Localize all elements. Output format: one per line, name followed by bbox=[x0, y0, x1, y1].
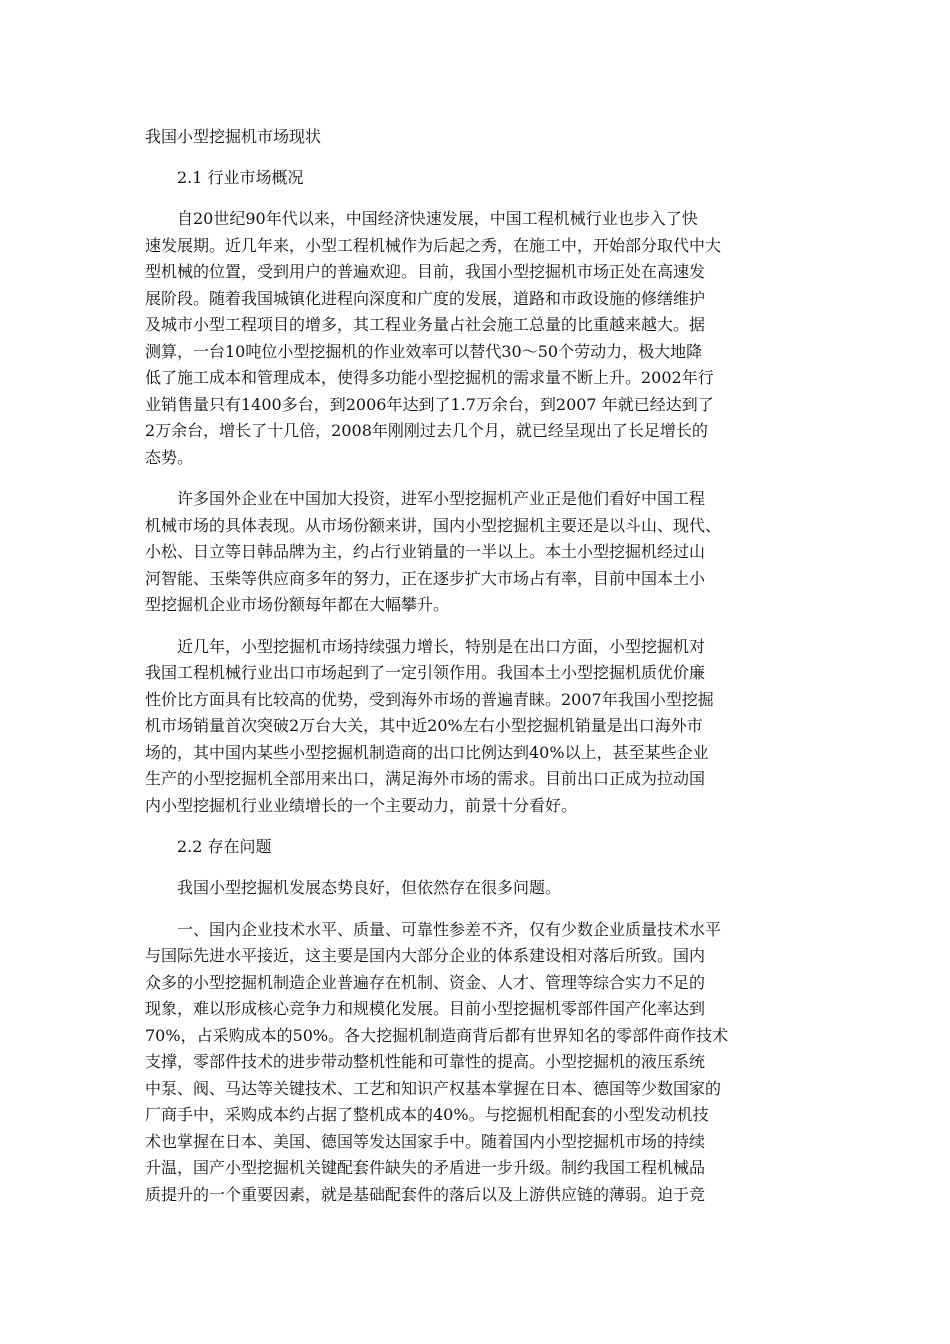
section-2-1-body bbox=[145, 206, 810, 819]
paragraph-line: 我国工程机械行业出口市场起到了一定引领作用。我国本土小型挖掘机质优价廉 bbox=[145, 663, 706, 682]
paragraph-line: 质提升的一个重要因素，就是基础配套件的落后以及上游供应链的薄弱。迫于竞 bbox=[145, 1184, 706, 1204]
paragraph bbox=[145, 206, 810, 471]
paragraph-line: 升温，国产小型挖掘机关键配套件缺失的矛盾进一步升级。制约我国工程机械品 bbox=[145, 1158, 706, 1177]
paragraph-line: 内小型挖掘机行业业绩增长的一个主要动力，前景十分看好。 bbox=[145, 795, 578, 815]
paragraph-line: 态势。 bbox=[145, 447, 194, 467]
paragraph-line: 及城市小型工程项目的增多，其工程业务量占社会施工总量的比重越来越大。据 bbox=[145, 315, 706, 334]
paragraph-line: 河智能、玉柴等供应商多年的努力，正在逐步扩大市场占有率，目前中国本土小 bbox=[145, 568, 706, 588]
paragraph-line: 型机械的位置，受到用户的普遍欢迎。目前，我国小型挖掘机市场正处在高速发 bbox=[145, 262, 706, 281]
section-heading-2-2: 2.2 存在问题 bbox=[177, 837, 272, 856]
section-heading-2-1: 2.1 行业市场概况 bbox=[177, 168, 304, 187]
paragraph-line: 性价比方面具有比较高的优势，受到海外市场的普遍青睐。2007年我国小型挖掘 bbox=[145, 689, 714, 709]
document-page bbox=[145, 124, 810, 1223]
paragraph-line: 生产的小型挖掘机全部用来出口，满足海外市场的需求。目前出口正成为拉动国 bbox=[145, 769, 706, 788]
paragraph-line: 许多国外企业在中国加大投资，进军小型挖掘机产业正是他们看好中国工程 bbox=[177, 489, 706, 508]
paragraph-line: 低了施工成本和管理成本，使得多功能小型挖掘机的需求量不断上升。2002年行 bbox=[145, 368, 714, 387]
paragraph-line: 70%，占采购成本的50%。各大挖掘机制造商背后都有世界知名的零部件商作技术 bbox=[145, 1025, 729, 1045]
paragraph bbox=[145, 486, 810, 619]
paragraph bbox=[145, 875, 810, 902]
paragraph-line: 支撑，零部件技术的进步带动整机性能和可靠性的提高。小型挖掘机的液压系统 bbox=[145, 1052, 706, 1071]
paragraph-line: 众多的小型挖掘机制造企业普遍存在机制、资金、人才、管理等综合实力不足的 bbox=[145, 972, 706, 992]
paragraph-line: 厂商手中，采购成本约占据了整机成本的40%。与挖掘机相配套的小型发动机技 bbox=[145, 1105, 709, 1124]
paragraph-line: 场的，其中国内某些小型挖掘机制造商的出口比例达到40%以上，甚至某些企业 bbox=[145, 742, 709, 762]
section-2-2-body bbox=[145, 875, 810, 1208]
document-title: 我国小型挖掘机市场现状 bbox=[145, 127, 322, 146]
paragraph-line: 机械市场的具体表现。从市场份额来讲，国内小型挖掘机主要还是以斗山、现代、 bbox=[145, 515, 722, 535]
paragraph-line: 术也掌握在日本、美国、德国等发达国家手中。随着国内小型挖掘机市场的持续 bbox=[145, 1131, 706, 1151]
paragraph bbox=[145, 917, 810, 1209]
paragraph-line: 与国际先进水平接近，这主要是国内大部分企业的体系建设相对落后所致。国内 bbox=[145, 946, 706, 965]
paragraph-line: 2万余台，增长了十几倍，2008年刚刚过去几个月，就已经呈现出了长足增长的 bbox=[145, 421, 708, 440]
paragraph-line: 一、国内企业技术水平、质量、可靠性参差不齐，仅有少数企业质量技术水平 bbox=[177, 919, 722, 939]
paragraph-line: 机市场销量首次突破2万台大关，其中近20%左右小型挖掘机销量是出口海外市 bbox=[145, 716, 703, 735]
paragraph-line: 中泵、阀、马达等关键技术、工艺和知识产权基本掌握在日本、德国等少数国家的 bbox=[145, 1078, 722, 1098]
paragraph-line: 业销售量只有1400多台，到2006年达到了1.7万余台，到2007 年就已经达到了 bbox=[145, 394, 714, 414]
paragraph-line: 近几年，小型挖掘机市场持续强力增长，特别是在出口方面，小型挖掘机对 bbox=[177, 636, 706, 656]
paragraph-line: 现象，难以形成核心竞争力和规模化发展。目前小型挖掘机零部件国产化率达到 bbox=[145, 999, 706, 1018]
paragraph-line: 自20世纪90年代以来，中国经济快速发展，中国工程机械行业也步入了快 bbox=[177, 209, 698, 228]
paragraph-line: 我国小型挖掘机发展态势良好，但依然存在很多问题。 bbox=[177, 878, 562, 897]
paragraph bbox=[145, 634, 810, 820]
paragraph-line: 型挖掘机企业市场份额每年都在大幅攀升。 bbox=[145, 595, 450, 614]
paragraph-line: 小松、日立等日韩品牌为主，约占行业销量的一半以上。本土小型挖掘机经过山 bbox=[145, 542, 706, 561]
paragraph-line: 展阶段。随着我国城镇化进程向深度和广度的发展，道路和市政设施的修缮维护 bbox=[145, 288, 706, 308]
paragraph-line: 测算，一台10吨位小型挖掘机的作业效率可以替代30～50个劳动力，极大地降 bbox=[145, 341, 703, 361]
paragraph-line: 速发展期。近几年来，小型工程机械作为后起之秀，在施工中，开始部分取代中大 bbox=[145, 235, 722, 255]
